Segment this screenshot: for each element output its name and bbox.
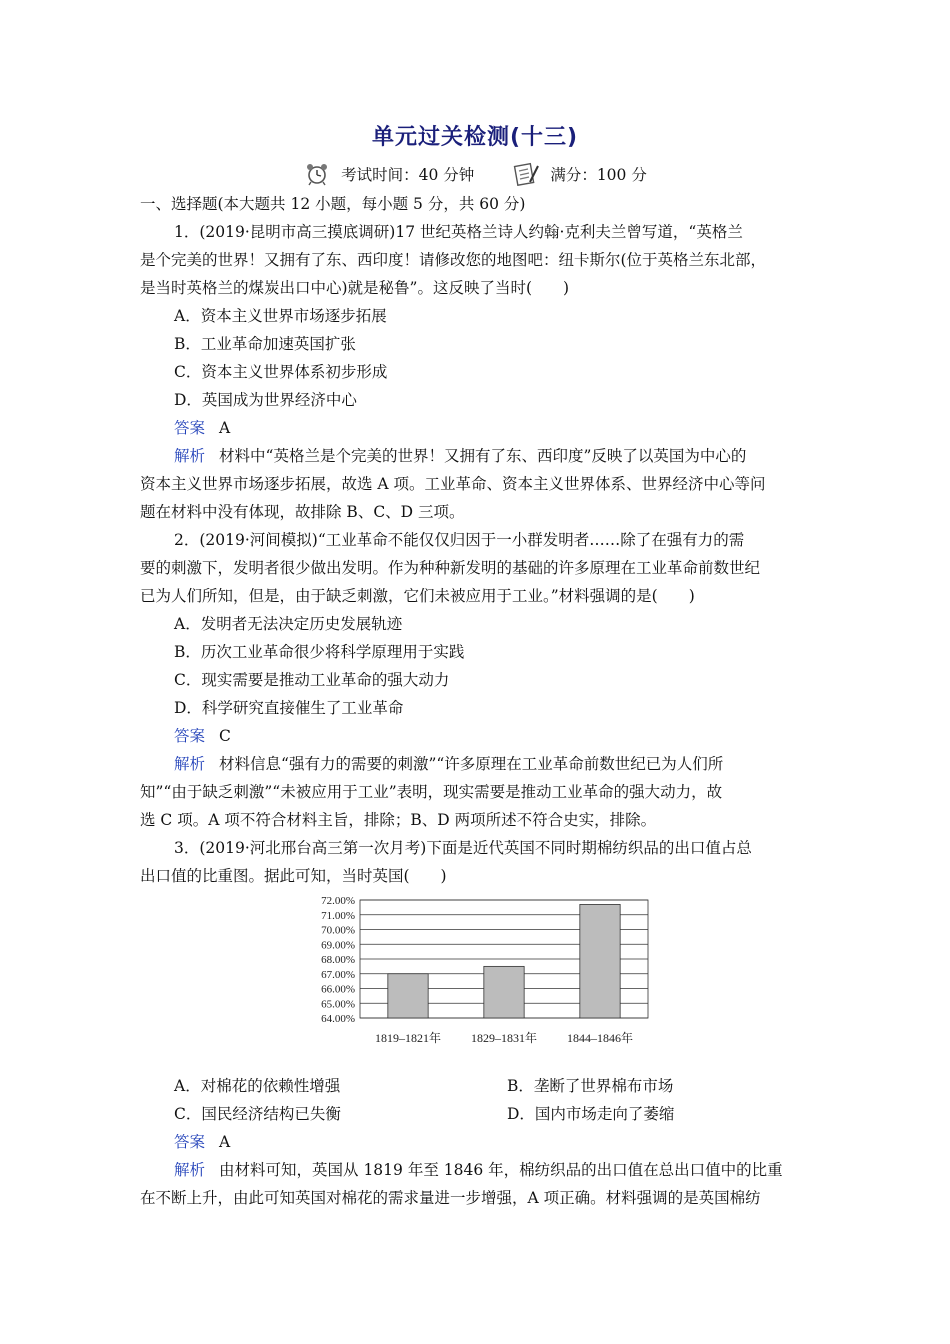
y-tick-label: 71.00% <box>321 909 355 922</box>
q1-option-c: C．资本主义世界体系初步形成 <box>174 363 388 381</box>
analysis-text: 材料信息“强有力的需要的刺激”“许多原理在工业革命前数世纪已为人们所 <box>219 755 724 773</box>
q3-options-row2 <box>174 1102 840 1124</box>
q3-stem-line2: 出口值的比重图。据此可知，当时英国( ) <box>140 867 447 885</box>
export-share-bar-chart <box>300 888 660 1058</box>
answer-label: 答案 <box>174 1133 206 1151</box>
answer-label: 答案 <box>174 419 206 437</box>
analysis-label: 解析 <box>174 755 206 773</box>
q2-stem-line3: 已为人们所知，但是，由于缺乏刺激，它们未被应用于工业。”材料强调的是( ) <box>140 587 695 605</box>
q2-stem-line2: 要的刺激下，发明者很少做出发明。作为种种新发明的基础的许多原理在工业革命前数世纪 <box>140 559 761 577</box>
q1-option-b: B．工业革命加速英国扩张 <box>174 335 356 353</box>
q1-analysis-line2: 资本主义世界市场逐步拓展，故选 A 项。工业革命、资本主义世界体系、世界经济中心等问 <box>140 475 766 493</box>
bar <box>580 904 620 1018</box>
q2-stem-line1: 2．(2019·河间模拟)“工业革命不能仅仅归因于一小群发明者……除了在强有力的需 <box>174 531 745 549</box>
exam-meta <box>0 162 950 186</box>
x-tick-label: 1829–1831年 <box>470 1031 538 1045</box>
bar <box>484 966 524 1018</box>
q1-stem-line1: 1．(2019·昆明市高三摸底调研)17 世纪英格兰诗人约翰·克利夫兰曾写道，“英格兰 <box>174 223 743 241</box>
q2-answer <box>174 724 840 746</box>
answer-label: 答案 <box>174 727 206 745</box>
q1-stem-line2: 是个完美的世界！又拥有了东、西印度！请修改您的地图吧：纽卡斯尔(位于英格兰东北部， <box>140 251 767 269</box>
q1-option-d: D．英国成为世界经济中心 <box>174 391 357 409</box>
q3-option-a: A．对棉花的依赖性增强 <box>174 1077 341 1095</box>
y-tick-label: 66.00% <box>321 983 355 996</box>
analysis-text: 材料中“英格兰是个完美的世界！又拥有了东、西印度”反映了以英国为中心的 <box>219 447 747 465</box>
q2-analysis-line2: 知”“由于缺乏刺激”“未被应用于工业”表明，现实需要是推动工业革命的强大动力，故 <box>140 783 723 801</box>
analysis-label: 解析 <box>174 447 206 465</box>
q2-analysis-line3: 选 C 项。A 项不符合材料主旨，排除；B、D 两项所述不符合史实，排除。 <box>140 811 657 829</box>
y-tick-label: 69.00% <box>321 939 355 952</box>
y-tick-label: 64.00% <box>321 1013 355 1025</box>
q2-option-d: D．科学研究直接催生了工业革命 <box>174 699 404 717</box>
answer-value: C <box>219 727 231 745</box>
x-tick-label: 1819–1821年 <box>374 1031 442 1045</box>
q3-stem-line1: 3．(2019·河北邢台高三第一次月考)下面是近代英国不同时期棉纺织品的出口值占总 <box>174 839 752 857</box>
y-tick-label: 65.00% <box>321 998 355 1011</box>
q3-option-d: D．国内市场走向了萎缩 <box>507 1105 675 1123</box>
exam-score: 满分：100 分 <box>550 166 647 184</box>
q1-option-a: A．资本主义世界市场逐步拓展 <box>174 307 387 325</box>
q3-option-b: B．垄断了世界棉布市场 <box>507 1077 674 1095</box>
q3-analysis-line1 <box>174 1158 840 1180</box>
q2-analysis-line1 <box>174 752 840 774</box>
q3-option-c: C．国民经济结构已失衡 <box>174 1105 341 1123</box>
exam-time: 考试时间：40 分钟 <box>341 166 475 184</box>
paper-pen-icon <box>512 162 540 186</box>
answer-value: A <box>219 1133 231 1151</box>
q3-options-row1 <box>174 1074 840 1096</box>
bar <box>388 974 428 1018</box>
y-tick-label: 70.00% <box>321 924 355 937</box>
page-title: 单元过关检测(十三) <box>371 125 579 150</box>
q1-answer <box>174 416 840 438</box>
q1-analysis-line3: 题在材料中没有体现，故排除 B、C、D 三项。 <box>140 503 465 521</box>
analysis-text: 由材料可知，英国从 1819 年至 1846 年，棉纺织品的出口值在总出口值中的比重 <box>219 1161 783 1179</box>
q2-option-b: B．历次工业革命很少将科学原理用于实践 <box>174 643 465 661</box>
alarm-clock-icon <box>303 162 331 186</box>
q3-analysis-line2: 在不断上升，由此可知英国对棉花的需求量进一步增强，A 项正确。材料强调的是英国棉纺 <box>140 1189 761 1207</box>
q2-option-a: A．发明者无法决定历史发展轨迹 <box>174 615 403 633</box>
answer-value: A <box>219 419 231 437</box>
q1-analysis-line1 <box>174 444 840 466</box>
y-tick-label: 68.00% <box>321 954 355 966</box>
q1-stem-line3: 是当时英格兰的煤炭出口中心)就是秘鲁”。这反映了当时( ) <box>140 279 570 297</box>
y-tick-label: 67.00% <box>321 968 355 981</box>
q3-answer <box>174 1130 840 1152</box>
section-heading: 一、选择题(本大题共 12 小题，每小题 5 分，共 60 分) <box>140 195 526 213</box>
analysis-label: 解析 <box>174 1161 206 1179</box>
x-tick-label: 1844–1846年 <box>566 1031 634 1045</box>
y-tick-label: 72.00% <box>321 895 355 907</box>
q2-option-c: C．现实需要是推动工业革命的强大动力 <box>174 671 450 689</box>
